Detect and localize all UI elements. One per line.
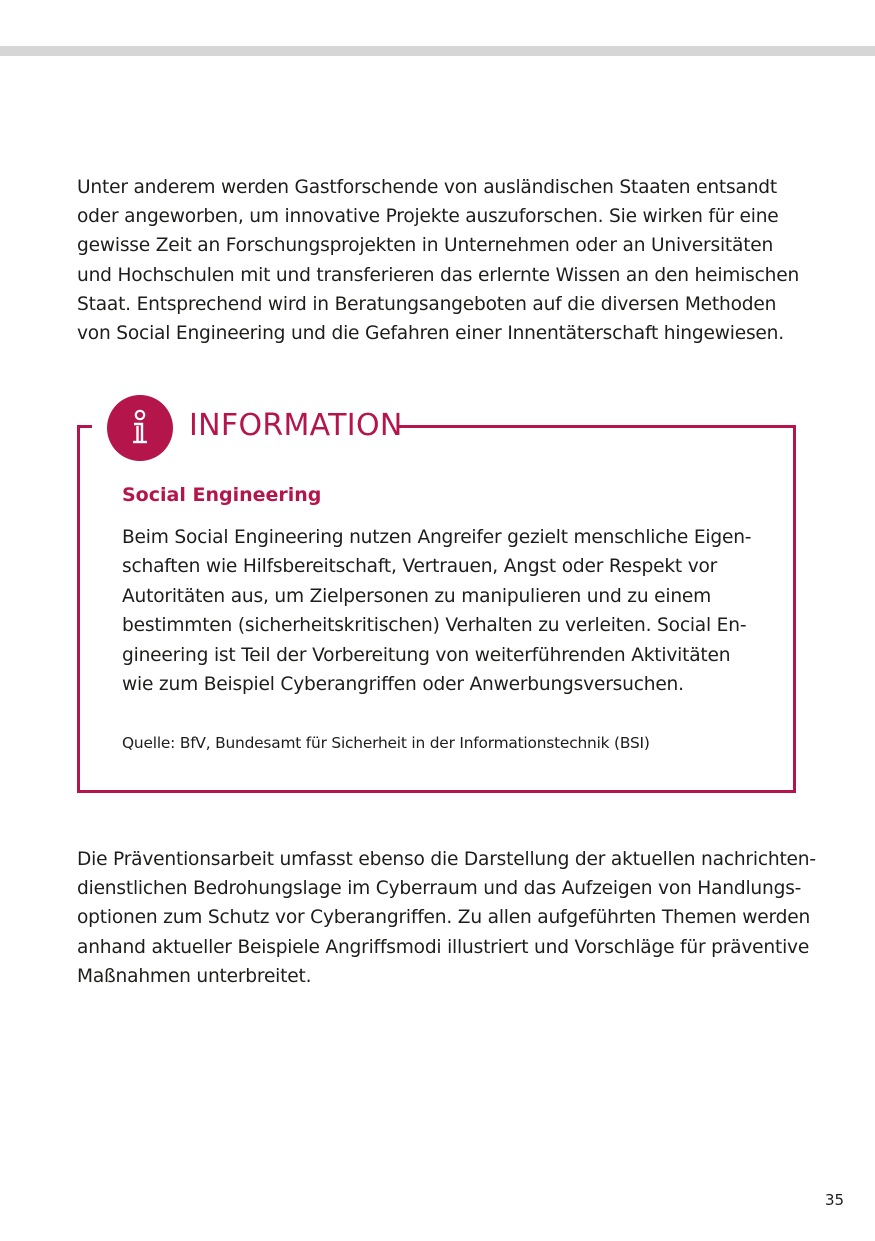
outro-line: optionen zum Schutz vor Cyberangriffen. Zu allen aufgeführten Themen werden [77, 907, 811, 929]
source-note: Quelle: BfV, Bundesamt für Sicherheit in der Informationstechnik (BSI) [122, 734, 650, 752]
outro-line: anhand aktueller Beispiele Angriffsmodi illustriert und Vorschläge für präventive [77, 936, 810, 958]
info-body-line: Autoritäten aus, um Zielpersonen zu manipulieren und zu einem [122, 585, 712, 607]
intro-line: von Social Engineering und die Gefahren einer Innentäterschaft hingewiesen. [77, 323, 784, 345]
intro-line: Staat. Entsprechend wird in Beratungsangeboten auf die diversen Methoden [77, 293, 777, 315]
intro-paragraph [77, 173, 802, 348]
info-body-line: bestimmten (sicherheitskritischen) Verhalten zu verleiten. Social En- [122, 615, 747, 637]
info-body-line: gineering ist Teil der Vorbereitung von weiterführenden Aktivitäten [122, 644, 731, 666]
info-body-line: schaften wie Hilfsbereitschaft, Vertrauen, Angst oder Respekt vor [122, 556, 718, 578]
intro-line: gewisse Zeit an Forschungsprojekten in Unternehmen oder an Universitäten [77, 235, 774, 257]
outro-line: Die Präventionsarbeit umfasst ebenso die Darstellung der aktuellen nachrichten- [77, 849, 816, 870]
intro-line: Unter anderem werden Gastforschende von ausländischen Staaten entsandt [77, 177, 777, 198]
outro-line: dienstlichen Bedrohungslage im Cyberraum und das Aufzeigen von Handlungs- [77, 878, 802, 900]
intro-line: und Hochschulen mit und transferieren das erlernte Wissen an den heimischen [77, 264, 800, 286]
header-rule [0, 46, 875, 56]
outro-line: Maßnahmen unterbreitet. [77, 965, 312, 987]
outro-paragraph [77, 845, 816, 991]
info-heading: INFORMATION [189, 408, 403, 443]
intro-line: oder angeworben, um innovative Projekte auszuforschen. Sie wirken für eine [77, 206, 779, 228]
info-body [122, 523, 762, 699]
info-body-line: wie zum Beispiel Cyberangriffen oder Anwerbungsversuchen. [122, 674, 684, 696]
info-body-line: Beim Social Engineering nutzen Angreifer gezielt menschliche Eigen- [122, 527, 752, 548]
info-icon [107, 395, 173, 461]
page-number: 35 [825, 1191, 845, 1209]
info-title: Social Engineering [122, 484, 322, 506]
